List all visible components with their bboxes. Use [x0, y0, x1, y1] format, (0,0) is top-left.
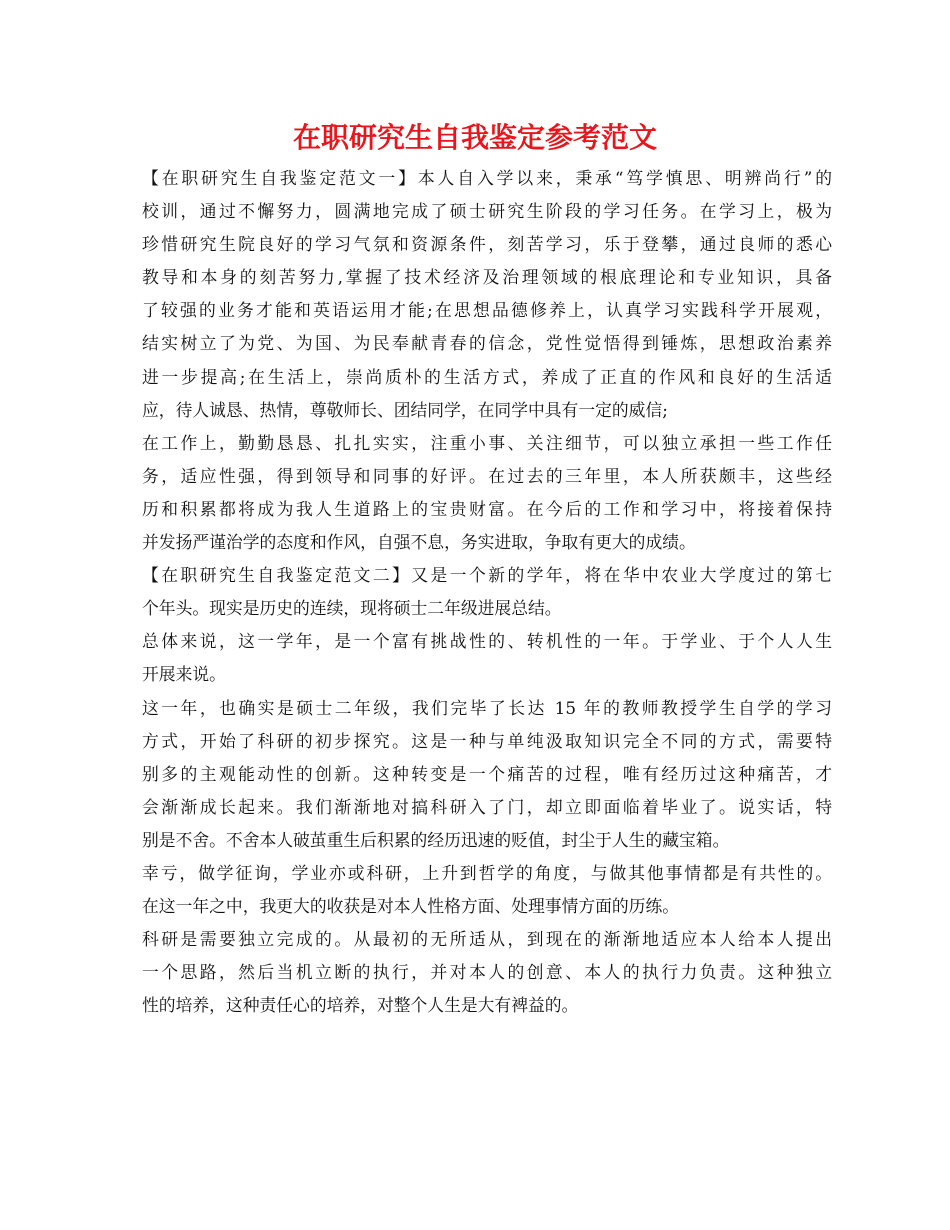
body-line: 在这一年之中，我更大的收获是对本人性格方面、处理事情方面的历练。 — [142, 896, 680, 917]
body-line: 会渐渐成长起来。我们渐渐地对搞科研入了门，却立即面临着毕业了。说实话，特 — [142, 796, 832, 817]
document-body — [142, 162, 832, 1022]
body-line: 了较强的业务才能和英语运用才能;在思想品德修养上，认真学习实践科学开展观， — [142, 300, 832, 321]
document-title: 在职研究生自我鉴定参考范文 — [292, 121, 657, 154]
body-line: 总体来说，这一学年，是一个富有挑战性的、转机性的一年。于学业、于个人人生 — [142, 631, 832, 652]
body-line: 个年头。现实是历史的连续，现将硕士二年级进展总结。 — [142, 598, 562, 619]
body-line: 开展来说。 — [142, 664, 226, 685]
body-line: 应，待人诚恳、热情，尊敬师长、团结同学，在同学中具有一定的威信; — [142, 399, 668, 420]
body-line: 进一步提高;在生活上，崇尚质朴的生活方式，养成了正直的作风和良好的生活适 — [142, 366, 832, 387]
body-line: 方式，开始了科研的初步探究。这是一种与单纯汲取知识完全不同的方式，需要特 — [142, 730, 832, 751]
body-line: 这一年，也确实是硕士二年级，我们完毕了长达 15 年的教师教授学生自学的学习 — [142, 697, 832, 718]
body-line: 【在职研究生自我鉴定范文二】又是一个新的学年，将在华中农业大学度过的第七 — [142, 565, 832, 586]
body-line: 并发扬严谨治学的态度和作风，自强不息，务实进取，争取有更大的成绩。 — [142, 532, 696, 553]
body-line: 务，适应性强，得到领导和同事的好评。在过去的三年里，本人所获颇丰，这些经 — [142, 465, 832, 486]
body-line: 教导和本身的刻苦努力,掌握了技术经济及治理领域的根底理论和专业知识，具备 — [142, 267, 832, 288]
body-line: 校训，通过不懈努力，圆满地完成了硕士研究生阶段的学习任务。在学习上，极为 — [142, 201, 832, 222]
body-line: 科研是需要独立完成的。从最初的无所适从，到现在的渐渐地适应本人给本人提出 — [142, 929, 832, 950]
body-line: 幸亏，做学征询，学业亦或科研，上升到哲学的角度，与做其他事情都是有共性的。 — [142, 862, 832, 883]
body-line: 历和积累都将成为我人生道路上的宝贵财富。在今后的工作和学习中，将接着保持 — [142, 498, 832, 519]
body-line: 【在职研究生自我鉴定范文一】本人自入学以来，秉承“笃学慎思、明辨尚行”的 — [142, 168, 832, 188]
body-line: 别多的主观能动性的创新。这种转变是一个痛苦的过程，唯有经历过这种痛苦，才 — [142, 763, 832, 784]
body-line: 在工作上，勤勤恳恳、扎扎实实，注重小事、关注细节，可以独立承担一些工作任 — [142, 432, 832, 453]
body-line: 性的培养，这种责任心的培养，对整个人生是大有裨益的。 — [142, 995, 579, 1016]
body-line: 珍惜研究生院良好的学习气氛和资源条件，刻苦学习，乐于登攀，通过良师的悉心 — [142, 234, 832, 255]
body-line: 结实树立了为党、为国、为民奉献青春的信念，党性觉悟得到锤炼，思想政治素养 — [142, 333, 832, 354]
body-line: 一个思路，然后当机立断的执行，并对本人的创意、本人的执行力负责。这种独立 — [142, 962, 832, 983]
body-line: 别是不舍。不舍本人破茧重生后积累的经历迅速的贬值，封尘于人生的藏宝箱。 — [142, 829, 730, 850]
